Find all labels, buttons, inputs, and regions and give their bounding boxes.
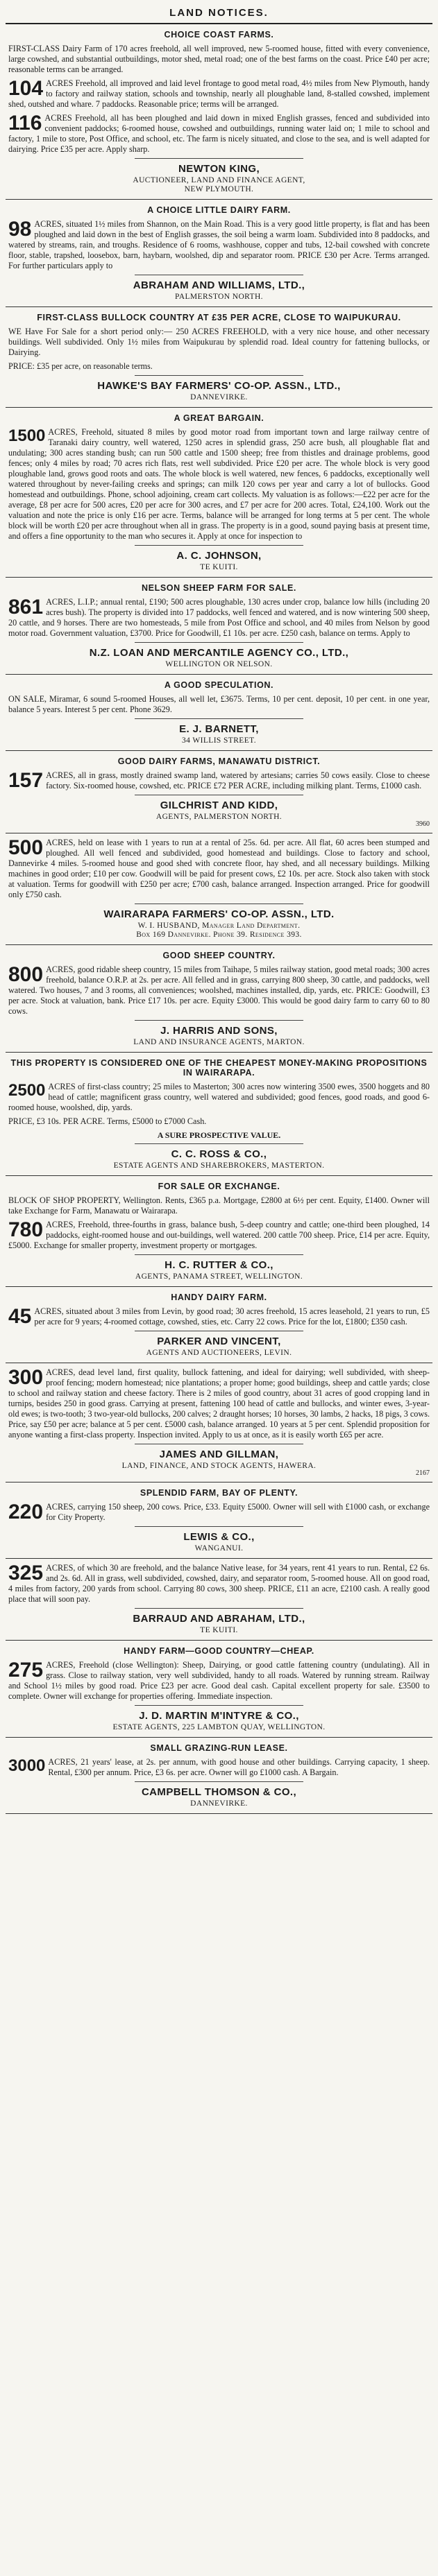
acreage-lead: 2500 [8,1081,46,1100]
acreage-lead: 800 [8,963,44,986]
ad-body-text: ON SALE, Miramar, 6 sound 5-roomed Houses, all well let, £3675. Terms, 10 per cent. deposit, 10 per cent. in one year, balance 5 years. Interest 5 per cent. Phone 3629. [8,694,430,714]
agent-divider [135,375,303,376]
agent-divider [135,545,303,546]
ad-paragraph [8,113,430,155]
ad-title: A GOOD SPECULATION. [164,680,274,690]
agent-divider [135,1020,303,1021]
agent-address: PALMERSTON NORTH. [175,293,263,301]
agent-divider [135,1143,303,1144]
agent-divider [135,642,303,643]
agent-address: NEW PLYMOUTH. [184,185,254,193]
ad-body-text: ACRES, Freehold, situated 8 miles by good motor road from important town and large railway centre of Taranaki dairy country, well watered, 1250 acres in splendid grass, 250 acre bush, all ploughable flat and undulating; 300 acres standing bush; can run 500 cattle and 1500 sheep; free from thistles and drainage problems, good fences; only 4 miles by road; 70 acres rich flats, rest well subdivided. Price £20 per acre. The whole block is very good ploughable land, grows good roots and oats. The whole block is well watered, new fences, 6 paddocks, exceptionally well watered throughout by never-failing creeks and springs; can milk 120 cows per year and carry a lot of bullocks. Good homestead and outbuildings. Phone, school adjoining, cream cart collects. My valuation is as follows:—£22 per acre for the average, £8 per acre for 500 acres, £20 per acre for 300 acres, and £7 per acre for 200 acres. Total, £24,100. Work out the valuation and note the price is only £16 per acre. Terms, balance will be arranged for long terms at 5 per cent. The whole block will be worth £20 per acre throughout when all in grass. The property is in a good, sound paying basis at present time, and offers a fine opportunity to the man who secures it. Apply at once for inspection to [8,427,430,541]
ad-title: FIRST-CLASS BULLOCK COUNTRY AT £35 PER ACRE, CLOSE TO WAIPUKURAU. [37,313,401,322]
acreage-lead: 98 [8,218,32,241]
ad-block [6,1363,432,1483]
ad-paragraph [8,597,430,639]
agent-address: TE KUITI. [200,563,238,571]
agent-divider [135,1781,303,1782]
ad-title: HANDY FARM—GOOD COUNTRY—CHEAP. [124,1646,314,1656]
ad-body-text: PRICE, £3 10s. PER ACRE. Terms, £5000 to £7000 Cash. [8,1116,207,1126]
agent-address: AGENTS, PANAMA STREET, WELLINGTON. [135,1272,303,1281]
ad-body-text: ACRES, L.I.P.; annual rental, £190; 500 acres ploughable, 130 acres under crop, balance low hills (including 20 acres bush). The property is divided into 17 paddocks, well fenced and watered, and is now wintering 500 sheep, 20 cattle, and 9 horses. There are two homesteads, 5 mile from Post Office and school, and 40 miles from Nelson by good motor road. Government valuation, £3700. Price for Goodwill, £1 10s. per acre. £250 cash, balance on terms. Apply to [8,597,430,638]
acreage-lead: 45 [8,1305,32,1328]
ad-paragraph [8,1195,430,1216]
ad-title: FOR SALE OR EXCHANGE. [158,1182,280,1191]
section-title: LAND NOTICES. [6,4,432,24]
ad-paragraph [8,1502,430,1523]
ad-block [6,307,432,408]
ad-body-text: ACRES, all in grass, mostly drained swamp land, watered by artesians; carries 50 cows easily. Close to cheese factory. Six-roomed house, cowshed, etc. PRICE £72 PER ACRE, including milking plant. Terms, £1000 cash. [46,770,430,790]
ad-block [6,1559,432,1641]
ad-paragraph [8,965,430,1017]
ad-paragraph [8,1306,430,1327]
acreage-lead: 500 [8,836,44,859]
ad-block [6,1738,432,1814]
ad-block [6,945,432,1053]
agent-name: CAMPBELL THOMSON & CO., [141,1786,297,1798]
ad-paragraph [8,1367,430,1440]
ad-title: NELSON SHEEP FARM FOR SALE. [142,583,296,593]
ad-paragraph [8,770,430,791]
ad-title: GOOD DAIRY FARMS, MANAWATU DISTRICT. [117,757,321,766]
agent-name: A. C. JOHNSON, [176,550,262,562]
ad-body-text: PRICE: £35 per acre, on reasonable terms. [8,361,153,371]
ad-paragraph [8,44,430,75]
acreage-lead: 157 [8,769,44,792]
ad-block [6,1483,432,1559]
ads-list [6,24,432,1814]
acreage-lead: 1500 [8,426,46,445]
agent-name: LEWIS & CO., [183,1531,255,1543]
ad-block [6,675,432,751]
agent-address: Box 169 Dannevirke. Phone 39. Residence 393. [136,931,302,939]
ad-block [6,200,432,307]
agent-address: AGENTS, PALMERSTON NORTH. [155,813,283,821]
ad-paragraph [8,427,430,542]
ad-paragraph [8,78,430,110]
ad-block [6,1641,432,1738]
ad-title: GOOD SHEEP COUNTRY. [162,951,276,960]
agent-address: TE KUITI. [200,1626,238,1634]
agent-address: LAND, FINANCE, AND STOCK AGENTS, HAWERA. [121,1462,317,1470]
ad-title: HANDY DAIRY FARM. [171,1293,267,1302]
ad-body-text: BLOCK OF SHOP PROPERTY, Wellington. Rents, £365 p.a. Mortgage, £2800 at 6½ per cent. Equity, £1400. Owner will take Exchange for Farm, Manawatu or Wairarapa. [8,1195,430,1216]
ad-paragraph [8,1220,430,1251]
agent-address: WANGANUI. [194,1544,244,1553]
ad-title: A CHOICE LITTLE DAIRY FARM. [147,205,291,215]
ad-block [6,408,432,578]
agent-name: C. C. ROSS & CO., [171,1148,267,1160]
ad-block [6,1287,432,1363]
ad-title: A GREAT BARGAIN. [174,413,264,423]
agent-name: PARKER AND VINCENT, [157,1335,281,1347]
agent-name: BARRAUD AND ABRAHAM, LTD., [133,1613,305,1625]
acreage-lead: 275 [8,1659,44,1682]
agent-divider [135,1705,303,1706]
acreage-lead: 300 [8,1366,44,1389]
ad-block [6,24,432,200]
acreage-lead: 780 [8,1218,44,1241]
acreage-lead: 3000 [8,1756,46,1775]
ad-reference-number: 3960 [416,820,430,828]
agent-address: AUCTIONEER, LAND AND FINANCE AGENT, [133,176,305,184]
agent-address: AGENTS AND AUCTIONEERS, LEVIN. [146,1349,292,1357]
ad-paragraph [8,1757,430,1778]
ad-body-text: WE Have For Sale for a short period only:— 250 ACRES FREEHOLD, with a very nice house, and other necessary buildings. Well subdivided. Only 1½ miles from Waipukurau by splendid road. Ideal country for fattening bullocks, or Dairying. [8,327,430,357]
agent-divider [135,1608,303,1609]
ad-body-text: ACRES, Freehold (close Wellington): Sheep, Dairying, or good cattle fattening country (undulating). All in grass. Close to railway station, very well subdivided, handy to all roads. Watered by running stream. Railway and School 1½ miles by good road. Price £23 per acre. Good deal cash. Capital excellent property for sale. £3500 to complete. Owner will exchange for properties offering. Immediate inspection. [8,1660,430,1701]
ad-block [6,751,432,833]
ad-paragraph [8,327,430,358]
ad-reference-number: 2167 [416,1469,430,1477]
agent-name: E. J. BARNETT, [179,723,259,735]
ad-paragraph [8,361,430,372]
ad-block [6,578,432,675]
ad-paragraph [8,1082,430,1113]
acreage-lead: 325 [8,1562,44,1584]
agent-name: GILCHRIST AND KIDD, [160,799,278,811]
agent-name: ABRAHAM AND WILLIAMS, LTD., [133,279,305,291]
ad-body-text: ACRES, situated 1½ miles from Shannon, on the Main Road. This is a very good little property, is flat and has been ploughed and laid down in the best of English grasses, the soil being a warm loam. Subdivided into 8 paddocks, and watered by streams, rain, and troughs. Residence of 6 rooms, washhouse, copper and tubs, 12-bail cowshed with concrete floor, stable, trapshed, loosebox, barn, haybarn, woolshed, dip and separator room. PRICE £30 per Acre. Terms arranged. For further particulars apply to [8,219,430,270]
ad-block [6,1053,432,1176]
agent-address: WELLINGTON OR NELSON. [165,660,273,668]
ad-body-text: ACRES Freehold, all improved and laid level frontage to good metal road, 4½ miles from New Plymouth, handy to factory and railway station, schools and township, nearly all ploughable land, 8-stalled cowshed, implement shed, outshed and whare. 7 paddocks. Reasonable price; terms will be arranged. [8,78,430,109]
ad-body-text: ACRES, carrying 150 sheep, 200 cows. Price, £33. Equity £5000. Owner will sell with £1000 cash, or exchange for City Property. [46,1502,430,1522]
ad-body-text: FIRST-CLASS Dairy Farm of 170 acres freehold, all well improved, new 5-roomed house, fitted with every convenience, large cowshed, and substantial outbuildings, motor shed, metal road; one of the best farms on the coast. Price £40 per acre; reasonable terms can be arranged. [8,44,430,74]
ad-paragraph [8,1116,430,1127]
ad-title: SPLENDID FARM, BAY OF PLENTY. [140,1488,298,1498]
ad-title: SMALL GRAZING-RUN LEASE. [150,1743,288,1753]
agent-name: J. HARRIS AND SONS, [160,1025,278,1037]
acreage-lead: 116 [8,112,42,135]
ad-tagline: A SURE PROSPECTIVE VALUE. [157,1130,281,1140]
agent-name: J. D. MARTIN M'INTYRE & CO., [139,1710,299,1722]
agent-name: H. C. RUTTER & CO., [165,1259,273,1271]
agent-name: WAIRARAPA FARMERS' CO-OP. ASSN., LTD. [103,908,335,920]
ad-paragraph [8,838,430,900]
ad-title: THIS PROPERTY IS CONSIDERED ONE OF THE CHEAPEST MONEY-MAKING PROPOSITIONS IN WAIRARAPA. [10,1058,428,1078]
agent-divider [135,158,303,159]
agent-address: DANNEVIRKE. [190,1799,248,1808]
agent-divider [135,1526,303,1527]
agent-divider [135,718,303,719]
agent-address: 34 WILLIS STREET. [182,736,256,745]
classified-column [6,0,432,1814]
agent-address: ESTATE AGENTS, 225 LAMBTON QUAY, WELLINGTON. [112,1723,326,1731]
ad-paragraph [8,694,430,715]
ad-body-text: ACRES, 21 years' lease, at 2s. per annum, with good house and other buildings. Carrying capacity, 1 sheep. Rental, £300 per annum. Price, £3 6s. per acre. Owner will go £1000 cash. A Bargain. [48,1757,430,1777]
agent-address: DANNEVIRKE. [190,393,248,401]
agent-divider [135,1254,303,1255]
ad-paragraph [8,219,430,271]
agent-name: HAWKE'S BAY FARMERS' CO-OP. ASSN., LTD., [97,380,341,392]
ad-body-text: ACRES Freehold, all has been ploughed and laid down in mixed English grasses, fenced and subdivided into convenient paddocks; 6-roomed house, cowshed and outbuildings, running water laid on; 1 mile to school and factory, 1 mile to store, Post Office, and school, etc. The farm is nicely situated, and close to the sea, and is well adapted for dairying. Price £35 per acre. Apply sharp. [8,113,430,154]
acreage-lead: 861 [8,596,44,619]
agent-name: JAMES AND GILLMAN, [159,1449,279,1460]
ad-body-text: ACRES, Freehold, three-fourths in grass, balance bush, 5-deep country and cattle; one-third been ploughed, 14 paddocks, eight-roomed house and out-buildings, well watered. 200 cattle 700 sheep. Price, £14 per acre. Equity, £5000. Exchange for smaller property, investment property or mortgages. [8,1220,430,1250]
agent-address: W. I. HUSBAND, Manager Land Department. [137,922,301,930]
ad-body-text: ACRES of first-class country; 25 miles to Masterton; 300 acres now wintering 3500 ewes, 3500 hoggets and 80 head of cattle; magnificent grass country, well watered and subdivided; good fences, good roads, and good 6-roomed house, woolshed, dip, yards. [8,1082,430,1112]
ad-body-text: ACRES, situated about 3 miles from Levin, by good road; 30 acres freehold, 15 acres leasehold, 21 years to run, £5 per acre for 9 years; 4-roomed cottage, cowshed, sties, etc. Carry 22 cows. Price for the lot, £1800; £350 cash. [34,1306,430,1326]
agent-name: NEWTON KING, [178,163,260,175]
ad-body-text: ACRES, of which 30 are freehold, and the balance Native lease, for 34 years, rent 41 years to run. Rental, £2 6s. and 2s. 6d. All in grass, well subdivided, cowshed, dairy, and separator room, 5-roomed house. All on good road, 4 miles from factory, 200 yards from school. Carrying 80 cows, 300 sheep. PRICE, £11 an acre, £2100 cash. A really good place that will soon pay. [8,1563,430,1604]
ad-title: CHOICE COAST FARMS. [164,30,274,40]
acreage-lead: 220 [8,1501,44,1523]
ad-body-text: ACRES, held on lease with 1 years to run at a rental of 25s. 6d. per acre. All flat, 60 acres been stumped and ploughed. All well fenced and subdivided, good homestead and buildings. Close to factory and school, Dannevirke 4 miles. 5-roomed house and good shed with concrete floor, hay shed, and all necessary buildings. Milking machines in good order; £10 per cow. Goodwill will be paid for present cows, £2 10s. per acre. Stock also taken with stock at valuation. Terms for goodwill with £250 per acre; £700 cash, balance arranged. Inspection arranged. Price for goodwill only £750 cash. [8,838,430,899]
ad-body-text: ACRES, dead level land, first quality, bullock fattening, and ideal for dairying; well subdivided, with sheep-proof fencing; modern homestead; nice plantations; a proper home; good buildings, sheep and cattle yards; close to school and railway station and cheese factory. There is 2 miles of good country, about 31 acres of good cropping land in turnips, besides 250 in good grass. Carrying at present, fattening 100 head of cattle and bullocks, and winter ewes, 3-year-old ewes; is two-tooth; 3 two-year-old bullocks, 200 calves; 2 draught horses; 10 horses, 30 lambs, 2 hacks, 18 pigs, 3 cows. Price, say £50 per acre; balance at 5 per cent. £5000 cash, balance arranged. 10 years at 5 per cent. Splendid proposition for anyone wanting a first-class property. Inspection invited. Apply to us at once, as it is easily worth £65 per acre. [8,1367,430,1440]
agent-address: LAND AND INSURANCE AGENTS, MARTON. [133,1038,305,1046]
acreage-lead: 104 [8,77,44,100]
ad-paragraph [8,1563,430,1605]
ad-paragraph [8,1660,430,1702]
ad-block [6,1176,432,1287]
ad-body-text: ACRES, good ridable sheep country, 15 miles from Taihape, 5 miles railway station, good metal roads; 300 acres freehold, balance O.R.P. at 2s. per acre. All felled and in grass, carrying 800 sheep, 30 cattle, and paddocks, well watered. Two houses, 7 and 3 rooms, all conveniences; woolshed, machines installed, dip, yards, etc. PRICE: Goodwill, £3 per acre. Stock at valuation, bank. Price £17 10s. per acre. Equity £3000. This would be good dairy farm to carry 60 to 80 cows. [8,965,430,1016]
agent-name: N.Z. LOAN AND MERCANTILE AGENCY CO., LTD., [89,647,349,659]
ad-block [6,833,432,945]
agent-address: ESTATE AGENTS AND SHAREBROKERS, MASTERTON. [113,1161,325,1170]
